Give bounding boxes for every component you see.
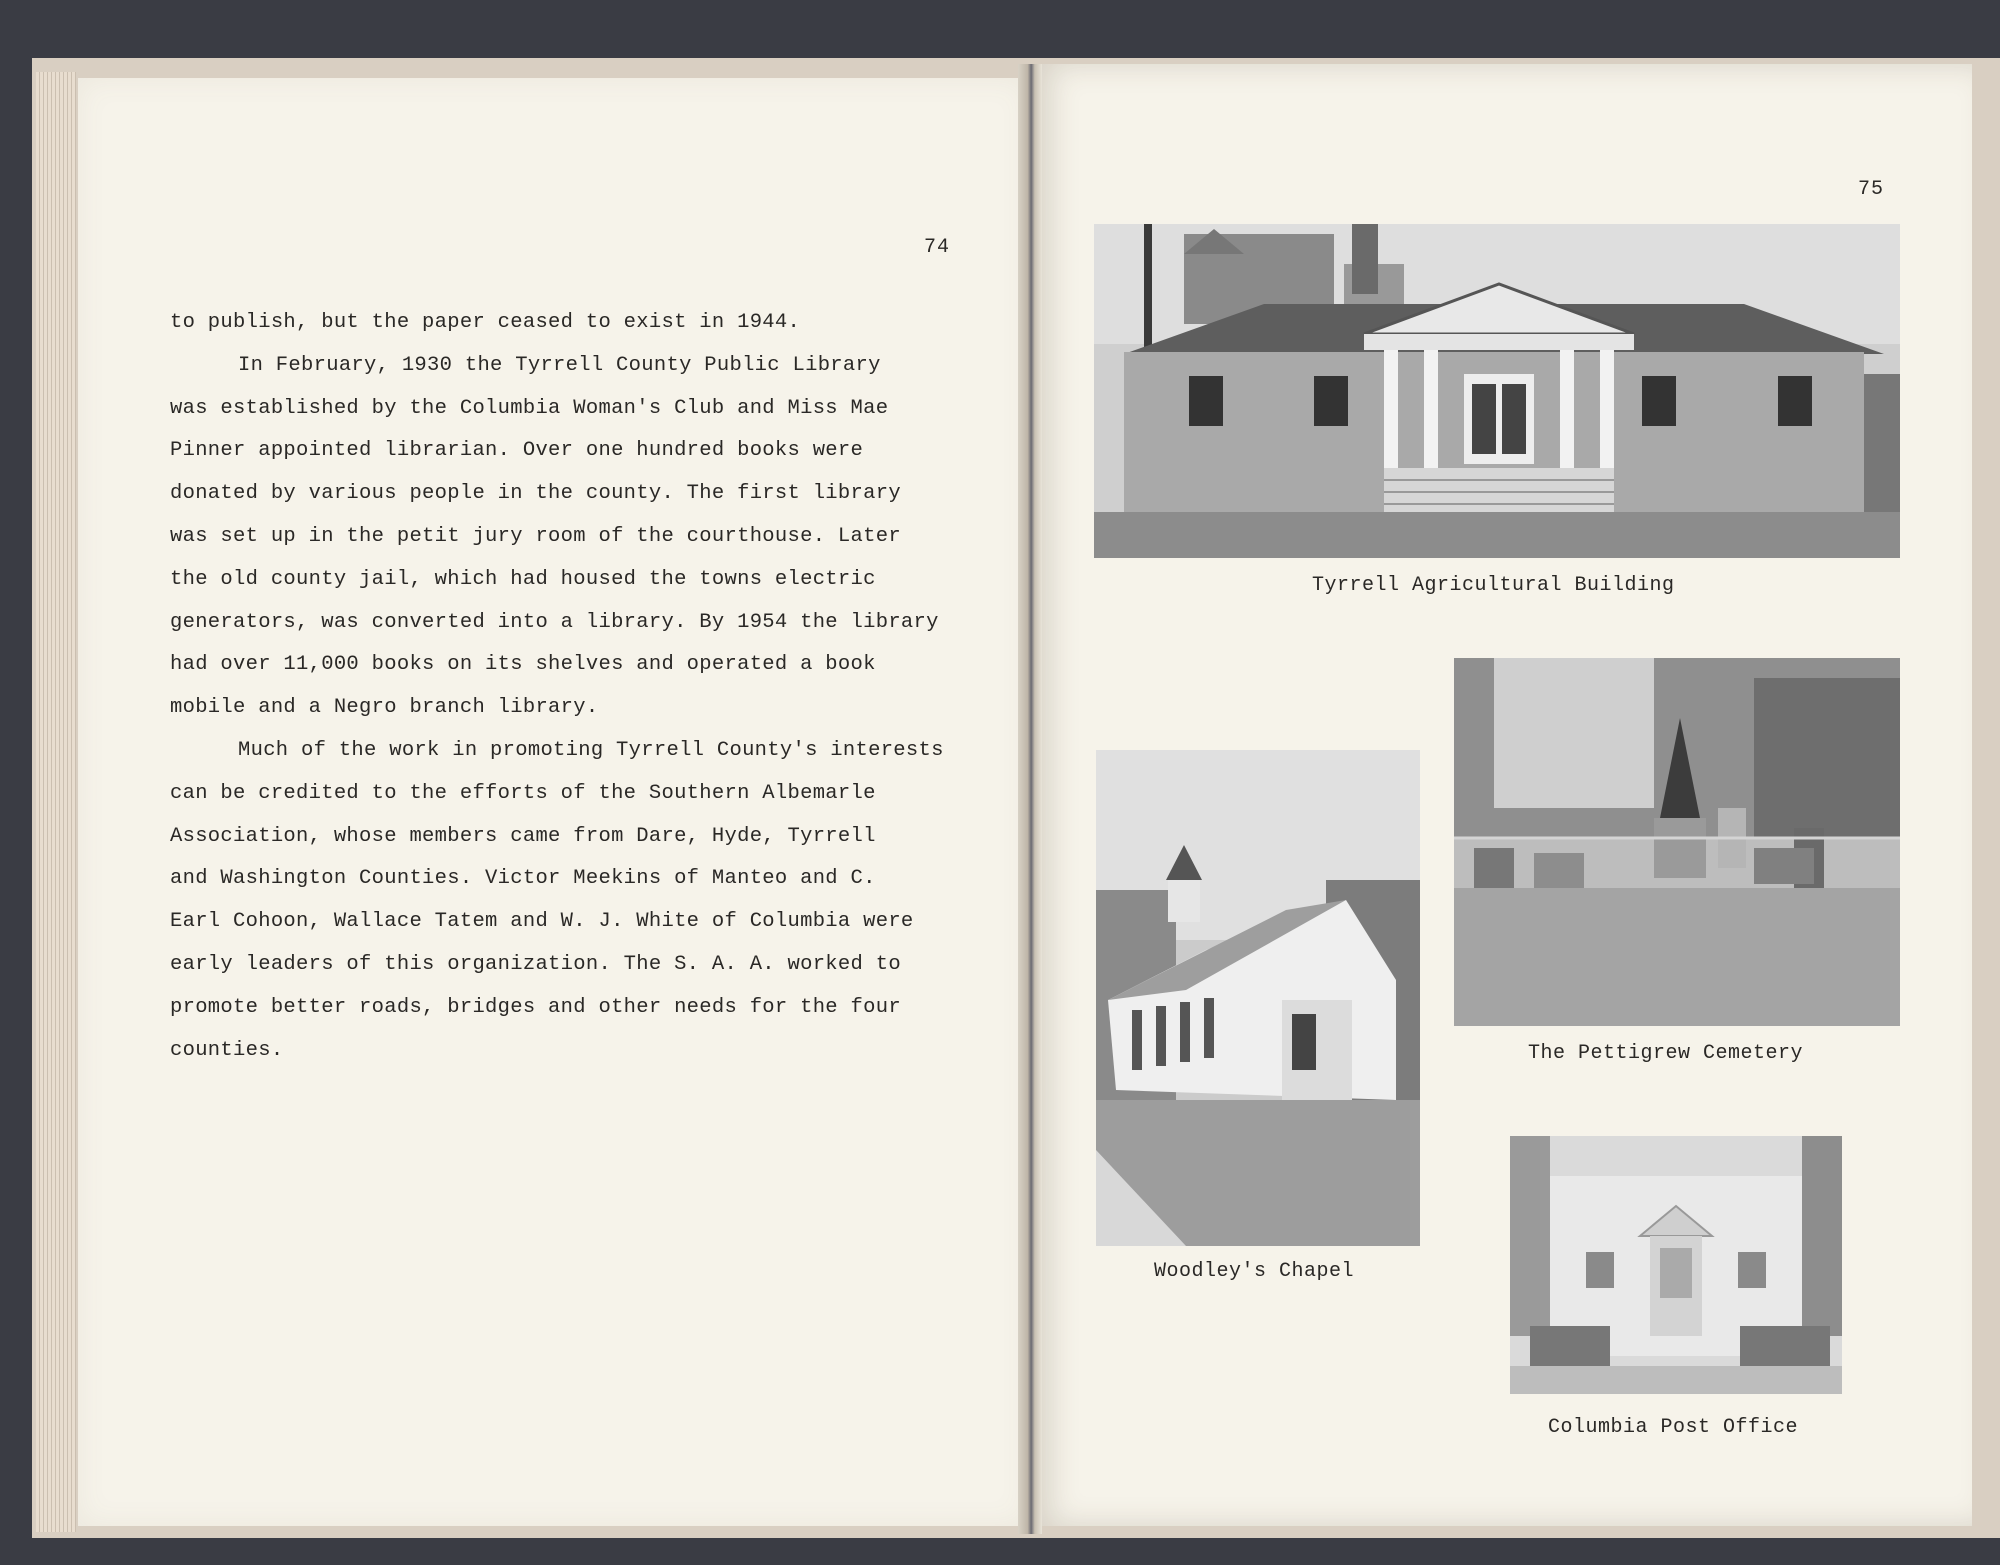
text-line: to publish, but the paper ceased to exist in 1944. [170,311,801,334]
text-line: Much of the work in promoting Tyrrell County's interests [238,738,944,762]
woodleys-chapel-photo [1096,750,1420,1246]
text-line: can be credited to the efforts of the Southern Albemarle [170,781,876,805]
text-line: early leaders of this organization. The S. A. A. worked to [170,952,901,976]
columbia-post-office-photo [1510,1136,1842,1394]
left-page-number: 74 [924,236,951,259]
text-line: Earl Cohoon, Wallace Tatem and W. J. White of Columbia were [170,910,914,934]
pettigrew-cemetery-caption: The Pettigrew Cemetery [1528,1042,1804,1065]
text-line: had over 11,000 books on its shelves and operated a book [170,653,876,677]
agricultural-building-caption: Tyrrell Agricultural Building [1312,574,1675,597]
agricultural-building-photo [1094,224,1900,558]
text-line: was established by the Columbia Woman's Club and Miss Mae [170,396,889,420]
text-line: promote better roads, bridges and other needs for the four [170,995,901,1019]
text-line: mobile and a Negro branch library. [170,696,599,720]
woodleys-chapel-caption: Woodley's Chapel [1154,1260,1355,1283]
text-line: Association, whose members came from Dare, Hyde, Tyrrell [170,824,876,848]
pettigrew-cemetery-photo [1454,658,1900,1026]
body-text [170,302,1000,1072]
text-line: generators, was converted into a library. By 1954 the library [170,610,939,634]
text-line: In February, 1930 the Tyrrell County Public Library [238,353,881,377]
text-line: was set up in the petit jury room of the courthouse. Later [170,524,901,548]
text-line: and Washington Counties. Victor Meekins of Manteo and C. [170,867,876,891]
text-line: the old county jail, which had housed the towns electric [170,567,876,591]
page-edges [36,72,76,1532]
text-line: counties. [170,1038,284,1062]
book-gutter [1018,64,1042,1534]
right-page-number: 75 [1858,178,1885,201]
text-line: donated by various people in the county. The first library [170,482,901,506]
text-line: Pinner appointed librarian. Over one hundred books were [170,439,864,463]
columbia-post-office-caption: Columbia Post Office [1548,1416,1799,1439]
